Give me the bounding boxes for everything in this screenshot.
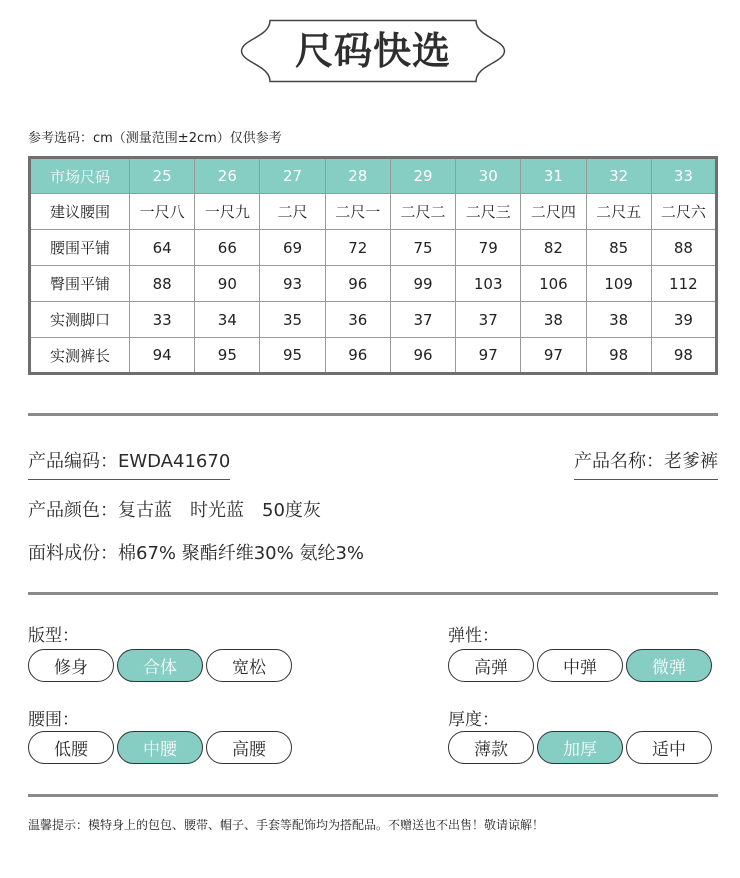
header-cell: 30 [456, 158, 521, 194]
table-row [30, 338, 717, 374]
title-badge [240, 19, 506, 83]
elasticity-option-high[interactable]: 高弹 [448, 649, 534, 682]
table-cell: 35 [260, 302, 325, 338]
table-cell: 97 [521, 338, 586, 374]
table-cell: 二尺四 [521, 194, 586, 230]
table-cell: 37 [456, 302, 521, 338]
table-cell: 96 [325, 266, 390, 302]
table-row [30, 302, 717, 338]
table-cell: 82 [521, 230, 586, 266]
table-cell: 90 [195, 266, 260, 302]
table-cell: 85 [586, 230, 651, 266]
elasticity-options [448, 649, 712, 682]
table-cell: 95 [195, 338, 260, 374]
section-divider [28, 413, 718, 416]
product-colors: 产品颜色：复古蓝 时光蓝 50度灰 [28, 500, 321, 521]
thickness-label: 厚度： [448, 710, 499, 730]
table-cell: 72 [325, 230, 390, 266]
table-cell: 109 [586, 266, 651, 302]
table-cell: 33 [130, 302, 195, 338]
table-cell: 93 [260, 266, 325, 302]
table-cell: 106 [521, 266, 586, 302]
table-cell: 39 [651, 302, 716, 338]
section-divider [28, 794, 718, 797]
table-cell: 二尺 [260, 194, 325, 230]
table-cell: 112 [651, 266, 716, 302]
row-label-cell: 实测脚口 [30, 302, 130, 338]
fit-label: 版型： [28, 626, 79, 646]
header-cell: 32 [586, 158, 651, 194]
table-cell: 75 [390, 230, 455, 266]
table-cell: 一尺九 [195, 194, 260, 230]
table-cell: 38 [586, 302, 651, 338]
waist-option-high[interactable]: 高腰 [206, 731, 292, 764]
table-cell: 79 [456, 230, 521, 266]
table-cell: 97 [456, 338, 521, 374]
header-cell: 29 [390, 158, 455, 194]
table-cell: 二尺二 [390, 194, 455, 230]
table-cell: 88 [130, 266, 195, 302]
section-divider [28, 592, 718, 595]
table-cell: 98 [586, 338, 651, 374]
thickness-options [448, 731, 712, 764]
row-label-cell: 臀围平铺 [30, 266, 130, 302]
row-label-cell: 建议腰围 [30, 194, 130, 230]
product-code: 产品编码：EWDA41670 [28, 447, 230, 480]
table-cell: 96 [390, 338, 455, 374]
waist-option-low[interactable]: 低腰 [28, 731, 114, 764]
header-cell: 28 [325, 158, 390, 194]
row-label-cell: 腰围平铺 [30, 230, 130, 266]
table-cell: 37 [390, 302, 455, 338]
table-cell: 95 [260, 338, 325, 374]
header-cell: 25 [130, 158, 195, 194]
fabric-composition: 面料成份：棉67% 聚酯纤维30% 氨纶3% [28, 543, 365, 564]
table-cell: 一尺八 [130, 194, 195, 230]
table-cell: 二尺三 [456, 194, 521, 230]
header-cell: 市场尺码 [30, 158, 130, 194]
table-cell: 64 [130, 230, 195, 266]
table-cell: 36 [325, 302, 390, 338]
table-cell: 88 [651, 230, 716, 266]
elasticity-option-medium[interactable]: 中弹 [537, 649, 623, 682]
fit-option-slim[interactable]: 修身 [28, 649, 114, 682]
table-row [30, 194, 717, 230]
thickness-option-thick[interactable]: 加厚 [537, 731, 623, 764]
table-cell: 96 [325, 338, 390, 374]
waist-options [28, 731, 292, 764]
table-row [30, 266, 717, 302]
elasticity-label: 弹性： [448, 626, 499, 646]
table-cell: 98 [651, 338, 716, 374]
fit-options [28, 649, 292, 682]
header-cell: 27 [260, 158, 325, 194]
table-cell: 94 [130, 338, 195, 374]
elasticity-option-slight[interactable]: 微弹 [626, 649, 712, 682]
page-title: 尺码快选 [294, 29, 451, 73]
thickness-option-thin[interactable]: 薄款 [448, 731, 534, 764]
product-name: 产品名称：老爹裤 [574, 447, 718, 480]
header-cell: 31 [521, 158, 586, 194]
waist-label: 腰围： [28, 710, 79, 730]
row-label-cell: 实测裤长 [30, 338, 130, 374]
header-cell: 26 [195, 158, 260, 194]
table-cell: 99 [390, 266, 455, 302]
header-cell: 33 [651, 158, 716, 194]
table-cell: 38 [521, 302, 586, 338]
table-row [30, 230, 717, 266]
thickness-option-medium[interactable]: 适中 [626, 731, 712, 764]
table-cell: 103 [456, 266, 521, 302]
table-cell: 34 [195, 302, 260, 338]
table-cell: 66 [195, 230, 260, 266]
table-cell: 69 [260, 230, 325, 266]
fit-option-regular[interactable]: 合体 [117, 649, 203, 682]
table-cell: 二尺一 [325, 194, 390, 230]
size-table [28, 156, 718, 375]
reference-note: 参考选码：cm（测量范围±2cm）仅供参考 [28, 131, 282, 146]
waist-option-mid[interactable]: 中腰 [117, 731, 203, 764]
table-cell: 二尺六 [651, 194, 716, 230]
footer-note: 温馨提示：模特身上的包包、腰带、帽子、手套等配饰均为搭配品。不赠送也不出售！敬请谅解！ [28, 818, 545, 832]
fit-option-loose[interactable]: 宽松 [206, 649, 292, 682]
size-table-header-row [30, 158, 717, 194]
table-cell: 二尺五 [586, 194, 651, 230]
